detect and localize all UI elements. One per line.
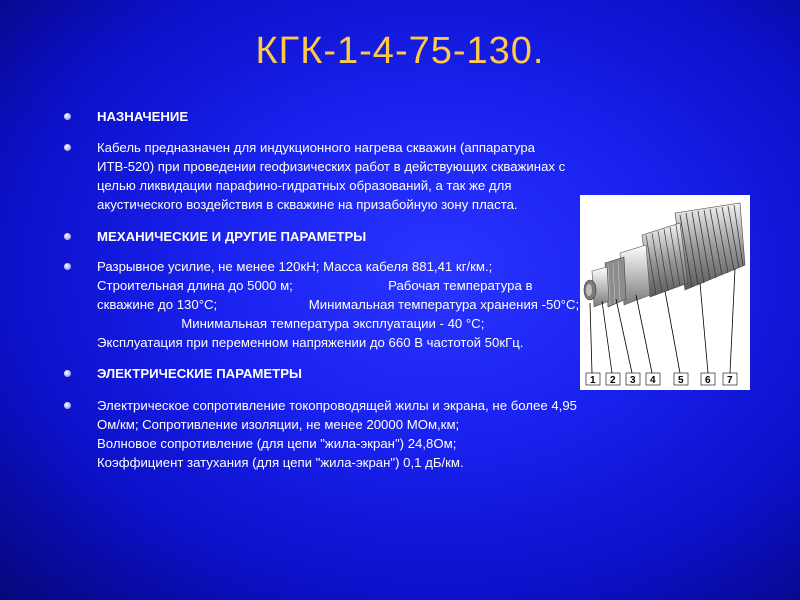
bullet-dot-icon (64, 370, 71, 377)
text-line: акустического воздействия в скважине на призабойную зону пласта. (97, 197, 518, 212)
text-line: Волновое сопротивление (для цепи "жила-экран") 24,8Ом; (97, 436, 457, 451)
text-line: Эксплуатация при переменном напряжении до 660 В частотой 50кГц. (97, 335, 524, 350)
heading-purpose: НАЗНАЧЕНИЕ (97, 109, 189, 124)
figure-label: 1 (590, 375, 596, 386)
heading-mechanical: МЕХАНИЧЕСКИЕ И ДРУГИЕ ПАРАМЕТРЫ (97, 229, 367, 244)
text-line: Строительная длина до 5000 м; Рабочая температура в (97, 278, 533, 293)
bullet-dot-icon (64, 113, 71, 120)
figure-label: 4 (650, 375, 656, 386)
text-line: Ом/км; Сопротивление изоляции, не менее 20000 МОм,км; (97, 417, 460, 432)
figure-label: 3 (630, 375, 636, 386)
bullet-dot-icon (64, 144, 71, 151)
figure-label: 6 (705, 375, 711, 386)
text-line: Электрическое сопротивление токопроводящей жилы и экрана, не более 4,95 (97, 398, 577, 413)
bullet-dot-icon (64, 263, 71, 270)
figure-label: 5 (678, 375, 684, 386)
bullet-dot-icon (64, 402, 71, 409)
slide-title: КГК-1-4-75-130. (255, 30, 545, 72)
text-line: Коэффициент затухания (для цепи "жила-экран") 0,1 дБ/км. (97, 455, 464, 470)
text-line: скважине до 130°С; Минимальная температура хранения -50°С; (97, 297, 580, 312)
bullet-dot-icon (64, 233, 71, 240)
cable-cross-section-image (580, 195, 750, 390)
text-line: ИТВ-520) при проведении геофизических работ в действующих скважинах с (97, 159, 566, 174)
text-line: целью ликвидации парафино-гидратных образований, а так же для (97, 178, 512, 193)
text-line: Минимальная температура эксплуатации - 40 °С; (97, 316, 485, 331)
heading-electrical: ЭЛЕКТРИЧЕСКИЕ ПАРАМЕТРЫ (97, 366, 302, 381)
bullet-purpose-heading (62, 107, 722, 126)
text-line: Кабель предназначен для индукционного нагрева скважин (аппаратура (97, 140, 535, 155)
figure-labels (586, 373, 737, 386)
conductor-core (584, 280, 596, 300)
cable-drawing (580, 195, 750, 390)
bullet-electrical-text (62, 396, 722, 472)
figure-label: 2 (610, 375, 616, 386)
figure-label: 7 (727, 375, 733, 386)
text-line: Разрывное усилие, не менее 120кН; Масса кабеля 881,41 кг/км.; (97, 259, 493, 274)
